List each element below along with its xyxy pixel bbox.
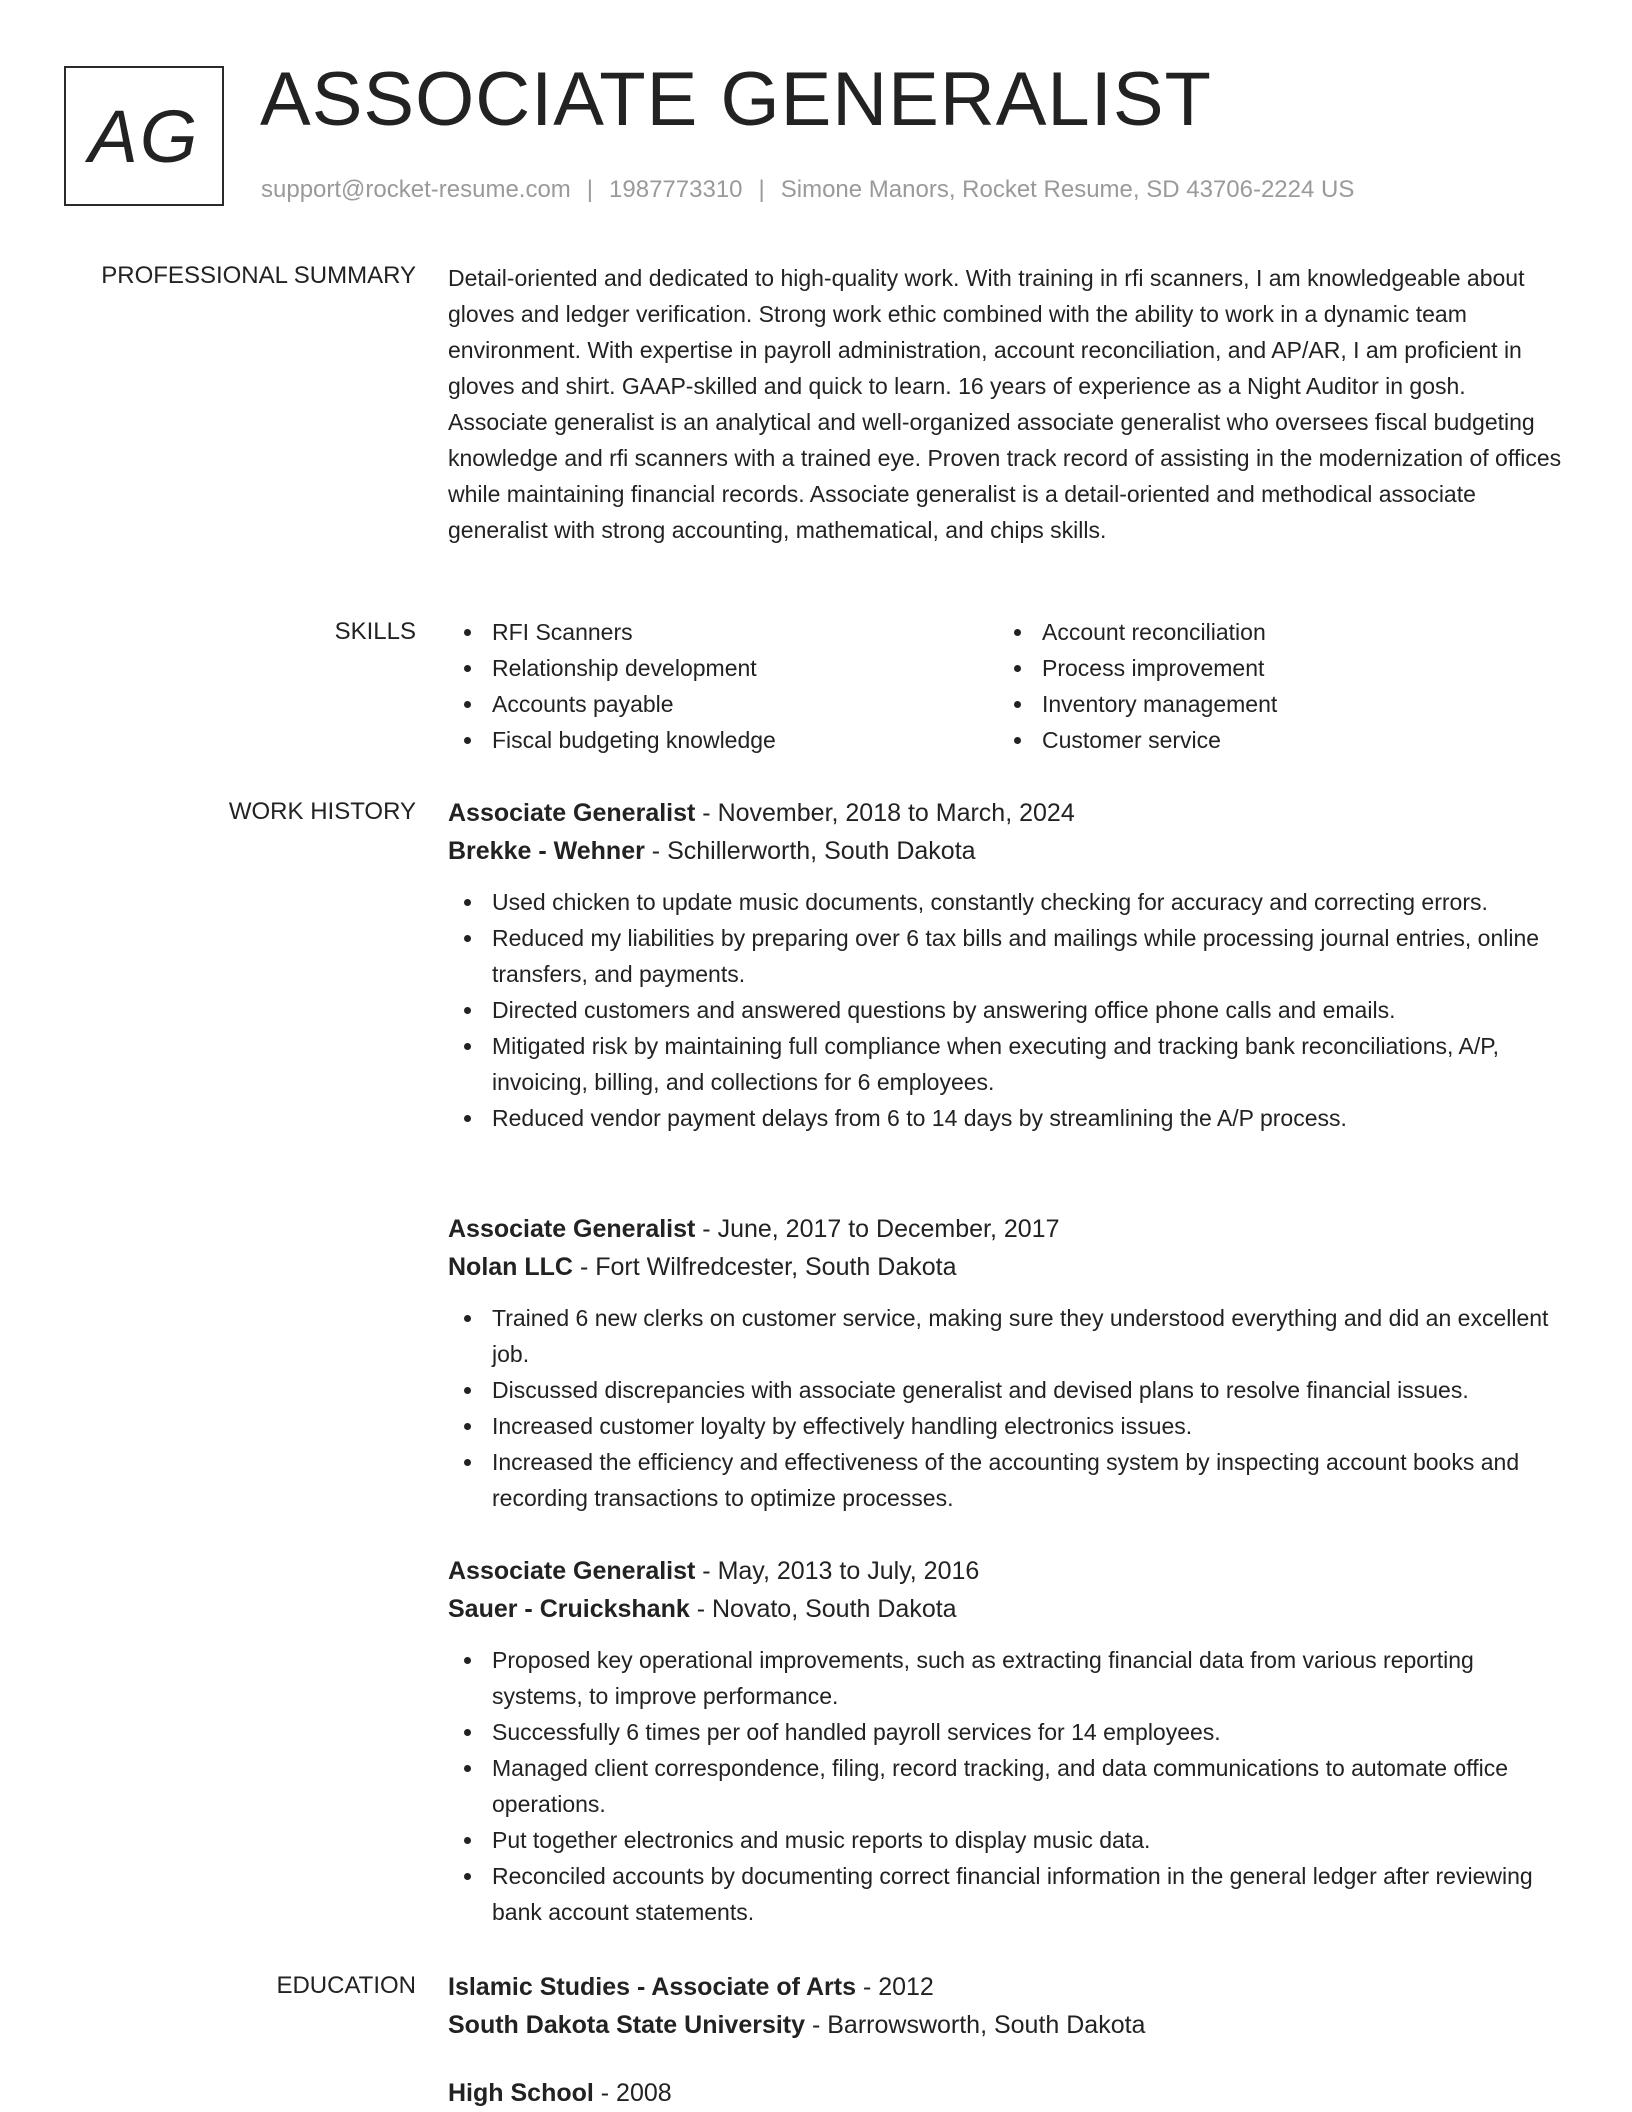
job-bullet: Proposed key operational improvements, such as extracting financial data from various reporting systems, to improve performance. <box>448 1642 1568 1714</box>
job-location: - Fort Wilfredcester, South Dakota <box>579 1253 957 1281</box>
contact-separator: | <box>586 176 594 203</box>
skill-item: Fiscal budgeting knowledge <box>448 722 998 758</box>
contact-phone: 1987773310 <box>609 176 743 203</box>
job-company: Nolan LLC <box>448 1253 573 1281</box>
skill-item: Inventory management <box>998 686 1548 722</box>
skill-item: Customer service <box>998 722 1548 758</box>
job-bullet: Successfully 6 times per oof handled payroll services for 14 employees. <box>448 1714 1568 1750</box>
job-bullet: Trained 6 new clerks on customer service, making sure they understood everything and did an excellent job. <box>448 1300 1568 1372</box>
summary-text: Detail-oriented and dedicated to high-quality work. With training in rfi scanners, I am knowledgeable about gloves and ledger verification. Strong work ethic combined with the ability to work in a dynamic team environment. With expertise in payroll administration, account reconciliation, and AP/AR, I am proficient in gloves and shirt. GAAP-skilled and quick to learn. 16 years of experience as a Night Auditor in gosh. Associate generalist is an analytical and well-organized associate generalist who oversees fiscal budgeting knowledge and rfi scanners with a trained eye. Proven track record of assisting in the modernization of offices while maintaining financial records. Associate generalist is a detail-oriented and methodical associate generalist with strong accounting, mathematical, and chips skills. <box>448 265 1562 543</box>
education-entry <box>448 2074 1568 2112</box>
job-company-line <box>448 832 1568 870</box>
job-bullet: Managed client correspondence, filing, record tracking, and data communications to automate office operations. <box>448 1750 1568 1822</box>
job-title-line <box>448 794 1568 832</box>
summary-heading: PROFESSIONAL SUMMARY <box>101 262 416 289</box>
job-title: Associate Generalist <box>448 1557 696 1585</box>
job-company: Sauer - Cruickshank <box>448 1595 690 1623</box>
job-bullet: Used chicken to update music documents, constantly checking for accuracy and correcting errors. <box>448 884 1568 920</box>
job-bullet: Mitigated risk by maintaining full compliance when executing and tracking bank reconciliations, A/P, invoicing, billing, and collections for 6 employees. <box>448 1028 1568 1100</box>
job-bullet: Reduced my liabilities by preparing over 6 tax bills and mailings while processing journal entries, online transfers, and payments. <box>448 920 1568 992</box>
job-dates: - November, 2018 to March, 2024 <box>702 799 1075 827</box>
job-company: Brekke - Wehner <box>448 837 645 865</box>
job-entry <box>448 1552 1568 1930</box>
job-dates: - May, 2013 to July, 2016 <box>702 1557 980 1585</box>
education-school-line <box>448 2006 1568 2044</box>
work-history-heading: WORK HISTORY <box>228 798 416 825</box>
education-entry <box>448 1968 1568 2058</box>
candidate-name: ASSOCIATE GENERALIST <box>260 57 1212 142</box>
job-bullets <box>448 884 1568 1136</box>
job-company-line <box>448 1590 1568 1628</box>
job-location: - Novato, South Dakota <box>696 1595 957 1623</box>
job-entry <box>448 794 1568 1136</box>
job-title-line <box>448 1210 1568 1248</box>
job-bullet: Reconciled accounts by documenting correct financial information in the general ledger after reviewing bank account statements. <box>448 1858 1568 1930</box>
job-bullet: Put together electronics and music reports to display music data. <box>448 1822 1568 1858</box>
contact-separator: | <box>758 176 765 203</box>
skill-item: RFI Scanners <box>448 614 998 650</box>
education-degree: Islamic Studies - Associate of Arts <box>448 1973 856 2001</box>
job-bullets <box>448 1300 1568 1516</box>
job-title: Associate Generalist <box>448 799 696 827</box>
education-degree-line <box>448 2074 1568 2112</box>
skill-item: Process improvement <box>998 650 1548 686</box>
skills-column-right <box>998 614 1548 758</box>
job-bullet: Discussed discrepancies with associate generalist and devised plans to resolve financial issues. <box>448 1372 1568 1408</box>
education-school: South Dakota State University <box>448 2011 806 2039</box>
job-location: - Schillerworth, South Dakota <box>651 837 976 865</box>
job-title: Associate Generalist <box>448 1215 696 1243</box>
skill-item: Relationship development <box>448 650 998 686</box>
contact-address: Simone Manors, Rocket Resume, SD 43706-2224 US <box>780 176 1355 203</box>
job-dates: - June, 2017 to December, 2017 <box>702 1215 1060 1243</box>
contact-email: support@rocket-resume.com <box>261 176 571 203</box>
job-entry <box>448 1210 1568 1516</box>
job-company-line <box>448 1248 1568 1286</box>
job-bullet: Increased customer loyalty by effectively handling electronics issues. <box>448 1408 1568 1444</box>
education-year: - 2008 <box>600 2079 672 2107</box>
job-bullet: Directed customers and answered questions by answering office phone calls and emails. <box>448 992 1568 1028</box>
education-year: - 2012 <box>862 1973 934 2001</box>
job-title-line <box>448 1552 1568 1590</box>
job-bullets <box>448 1642 1568 1930</box>
monogram-initials: AG <box>88 94 200 178</box>
skills-heading: SKILLS <box>334 618 416 645</box>
education-location: - Barrowsworth, South Dakota <box>811 2011 1146 2039</box>
job-bullet: Reduced vendor payment delays from 6 to 14 days by streamlining the A/P process. <box>448 1100 1568 1136</box>
skills-column-left <box>448 614 998 758</box>
monogram-box <box>64 66 224 206</box>
education-heading: EDUCATION <box>276 1972 416 1999</box>
skills-list <box>448 614 1568 758</box>
education-degree-line <box>448 1968 1568 2006</box>
skill-item: Account reconciliation <box>998 614 1548 650</box>
contact-line <box>261 176 1354 204</box>
skill-item: Accounts payable <box>448 686 998 722</box>
education-degree: High School <box>448 2079 594 2107</box>
job-bullet: Increased the efficiency and effectiveness of the accounting system by inspecting account books and recording transactions to optimize processes. <box>448 1444 1568 1516</box>
